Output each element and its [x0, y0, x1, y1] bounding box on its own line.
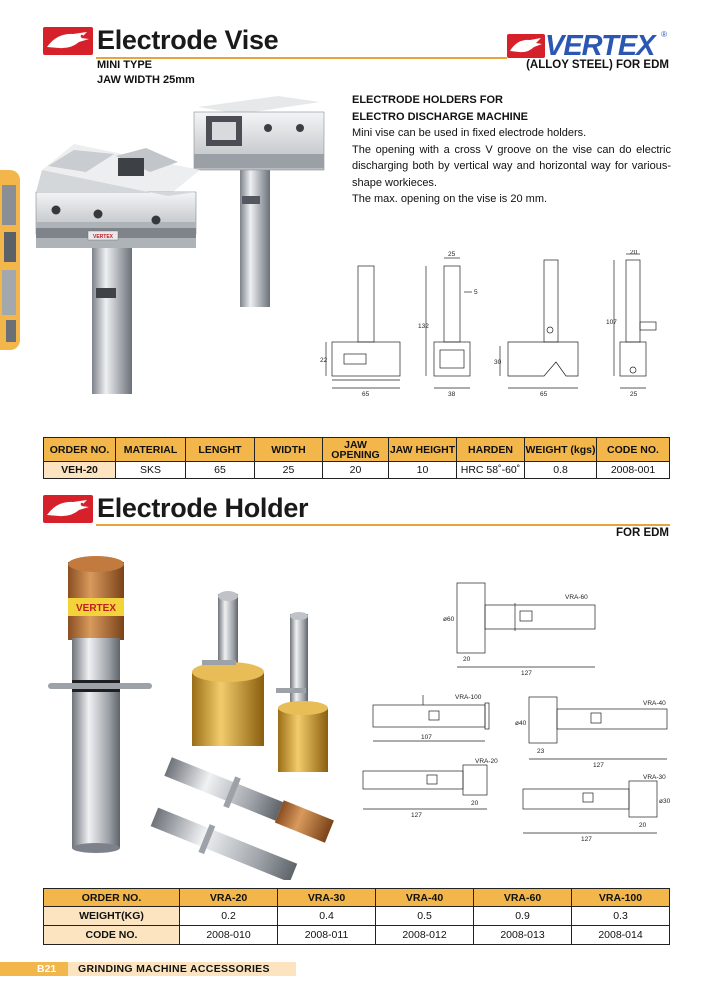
col-vra-60: VRA-60 — [474, 889, 572, 907]
chapter-side-tab — [0, 170, 20, 350]
table-row — [44, 907, 670, 926]
vise-engraved-brand: VERTEX — [92, 234, 114, 240]
drawing-label-vra-20: VRA-20 — [475, 758, 498, 765]
electrode-vise-photo — [28, 92, 338, 404]
page-number: B21 — [0, 962, 68, 976]
col-order-no: ORDER NO. — [44, 889, 180, 907]
dim-vra-60-flange: 20 — [463, 656, 471, 663]
dim-vra-40-flange: 23 — [537, 748, 545, 755]
dim-vra-100-length: 107 — [421, 734, 432, 741]
col-harden: HARDEN — [457, 438, 525, 462]
dim-d-top: 20 — [630, 250, 638, 256]
dim-vra-40-diameter: ø40 — [515, 720, 527, 727]
cell-material: SKS — [116, 462, 186, 479]
drawing-label-vra-60: VRA-60 — [565, 594, 588, 601]
drawing-label-vra-40: VRA-40 — [643, 700, 666, 707]
cell-width: 25 — [255, 462, 323, 479]
dim-vra-30-flange: 20 — [639, 822, 647, 829]
row-label-weight: WEIGHT(KG) — [44, 907, 180, 926]
dim-b-side: 5 — [474, 289, 478, 296]
description-line-1: Mini vise can be used in fixed electrode holders. — [352, 127, 587, 139]
for-edm-note: FOR EDM — [615, 527, 669, 539]
cell-weight-vra-20: 0.2 — [180, 907, 278, 926]
vise-spec-table — [43, 437, 670, 479]
cell-code-vra-30: 2008-011 — [278, 926, 376, 945]
dim-d-height: 107 — [606, 319, 617, 326]
dim-c-height: 30 — [494, 359, 502, 366]
cell-order-no: VEH-20 — [44, 462, 116, 479]
brand-registered-mark: ® — [661, 30, 667, 39]
cell-jaw-opening: 20 — [323, 462, 389, 479]
cell-code-vra-60: 2008-013 — [474, 926, 572, 945]
col-code-no: CODE NO. — [597, 438, 670, 462]
col-material: MATERIAL — [116, 438, 186, 462]
subtitle-jaw-width: JAW WIDTH 25mm — [97, 74, 195, 86]
brand-eagle-icon — [507, 34, 545, 58]
dim-b-height: 132 — [418, 323, 429, 330]
cell-weight-vra-100: 0.3 — [572, 907, 670, 926]
section-title-electrode-holder: Electrode Holder — [97, 493, 309, 523]
title-rule — [96, 524, 670, 526]
table-row — [44, 926, 670, 945]
col-vra-40: VRA-40 — [376, 889, 474, 907]
col-jaw-opening: JAW OPENING — [323, 438, 389, 462]
electrode-holder-drawings — [345, 575, 675, 845]
cell-length: 65 — [186, 462, 255, 479]
cell-code-no: 2008-001 — [597, 462, 670, 479]
row-label-code: CODE NO. — [44, 926, 180, 945]
drawing-label-vra-30: VRA-30 — [643, 774, 666, 781]
description-line-3: The max. opening on the vise is 20 mm. — [352, 193, 548, 205]
vertex-brand-logo — [507, 30, 667, 62]
col-vra-100: VRA-100 — [572, 889, 670, 907]
cell-code-vra-100: 2008-014 — [572, 926, 670, 945]
col-vra-20: VRA-20 — [180, 889, 278, 907]
footer-chapter-title: GRINDING MACHINE ACCESSORIES — [68, 962, 296, 976]
vise-spec-header-row — [44, 438, 670, 462]
cell-harden: HRC 58˚-60˚ — [457, 462, 525, 479]
cell-weight-vra-30: 0.4 — [278, 907, 376, 926]
dim-vra-30-length: 127 — [581, 836, 592, 843]
cell-code-vra-20: 2008-010 — [180, 926, 278, 945]
col-order-no: ORDER NO. — [44, 438, 116, 462]
dim-vra-20-length: 127 — [411, 812, 422, 819]
dim-vra-40-length: 127 — [593, 762, 604, 769]
eagle-logo-icon — [43, 27, 93, 55]
cell-code-vra-40: 2008-012 — [376, 926, 474, 945]
electrode-vise-drawings — [300, 250, 672, 405]
description-heading-1: ELECTRODE HOLDERS FOR — [352, 94, 503, 106]
col-jaw-height: JAW HEIGHT — [389, 438, 457, 462]
dim-a-height: 22 — [320, 357, 328, 364]
dim-c-width: 65 — [540, 391, 548, 398]
title-rule — [96, 57, 507, 59]
col-weight: WEIGHT (kgs) — [525, 438, 597, 462]
dim-a-width: 65 — [362, 391, 370, 398]
brand-wordmark: VERTEX — [545, 30, 655, 62]
dim-vra-30-diameter: ø30 — [659, 798, 671, 805]
page-footer — [0, 962, 300, 976]
col-length: LENGHT — [186, 438, 255, 462]
dim-vra-20-flange: 20 — [471, 800, 479, 807]
table-row — [44, 462, 670, 479]
eagle-logo-icon — [43, 495, 93, 523]
col-vra-30: VRA-30 — [278, 889, 376, 907]
subtitle-mini-type: MINI TYPE — [97, 59, 153, 71]
cell-weight-vra-40: 0.5 — [376, 907, 474, 926]
electrode-holder-photo — [40, 552, 350, 880]
dim-b-width: 38 — [448, 391, 456, 398]
dim-vra-60-length: 127 — [521, 670, 532, 677]
product-description — [352, 92, 671, 208]
col-width: WIDTH — [255, 438, 323, 462]
dim-b-top: 25 — [448, 251, 456, 258]
dim-d-width: 25 — [630, 391, 638, 398]
dim-vra-60-diameter: ø60 — [443, 616, 455, 623]
holder-spec-header-row — [44, 889, 670, 907]
description-line-2: The opening with a cross V groove on the vise can do electric discharging both by vertical way and horizontal way for various-shape workieces. — [352, 143, 671, 189]
holder-brand-label: VERTEX — [75, 603, 117, 614]
holder-spec-table — [43, 888, 670, 945]
description-heading-2: ELECTRO DISCHARGE MACHINE — [352, 110, 529, 123]
cell-jaw-height: 10 — [389, 462, 457, 479]
drawing-label-vra-100: VRA-100 — [455, 694, 482, 701]
cell-weight-vra-60: 0.9 — [474, 907, 572, 926]
section-title-electrode-vise: Electrode Vise — [97, 25, 279, 55]
material-note: (ALLOY STEEL) FOR EDM — [526, 59, 669, 71]
cell-weight: 0.8 — [525, 462, 597, 479]
